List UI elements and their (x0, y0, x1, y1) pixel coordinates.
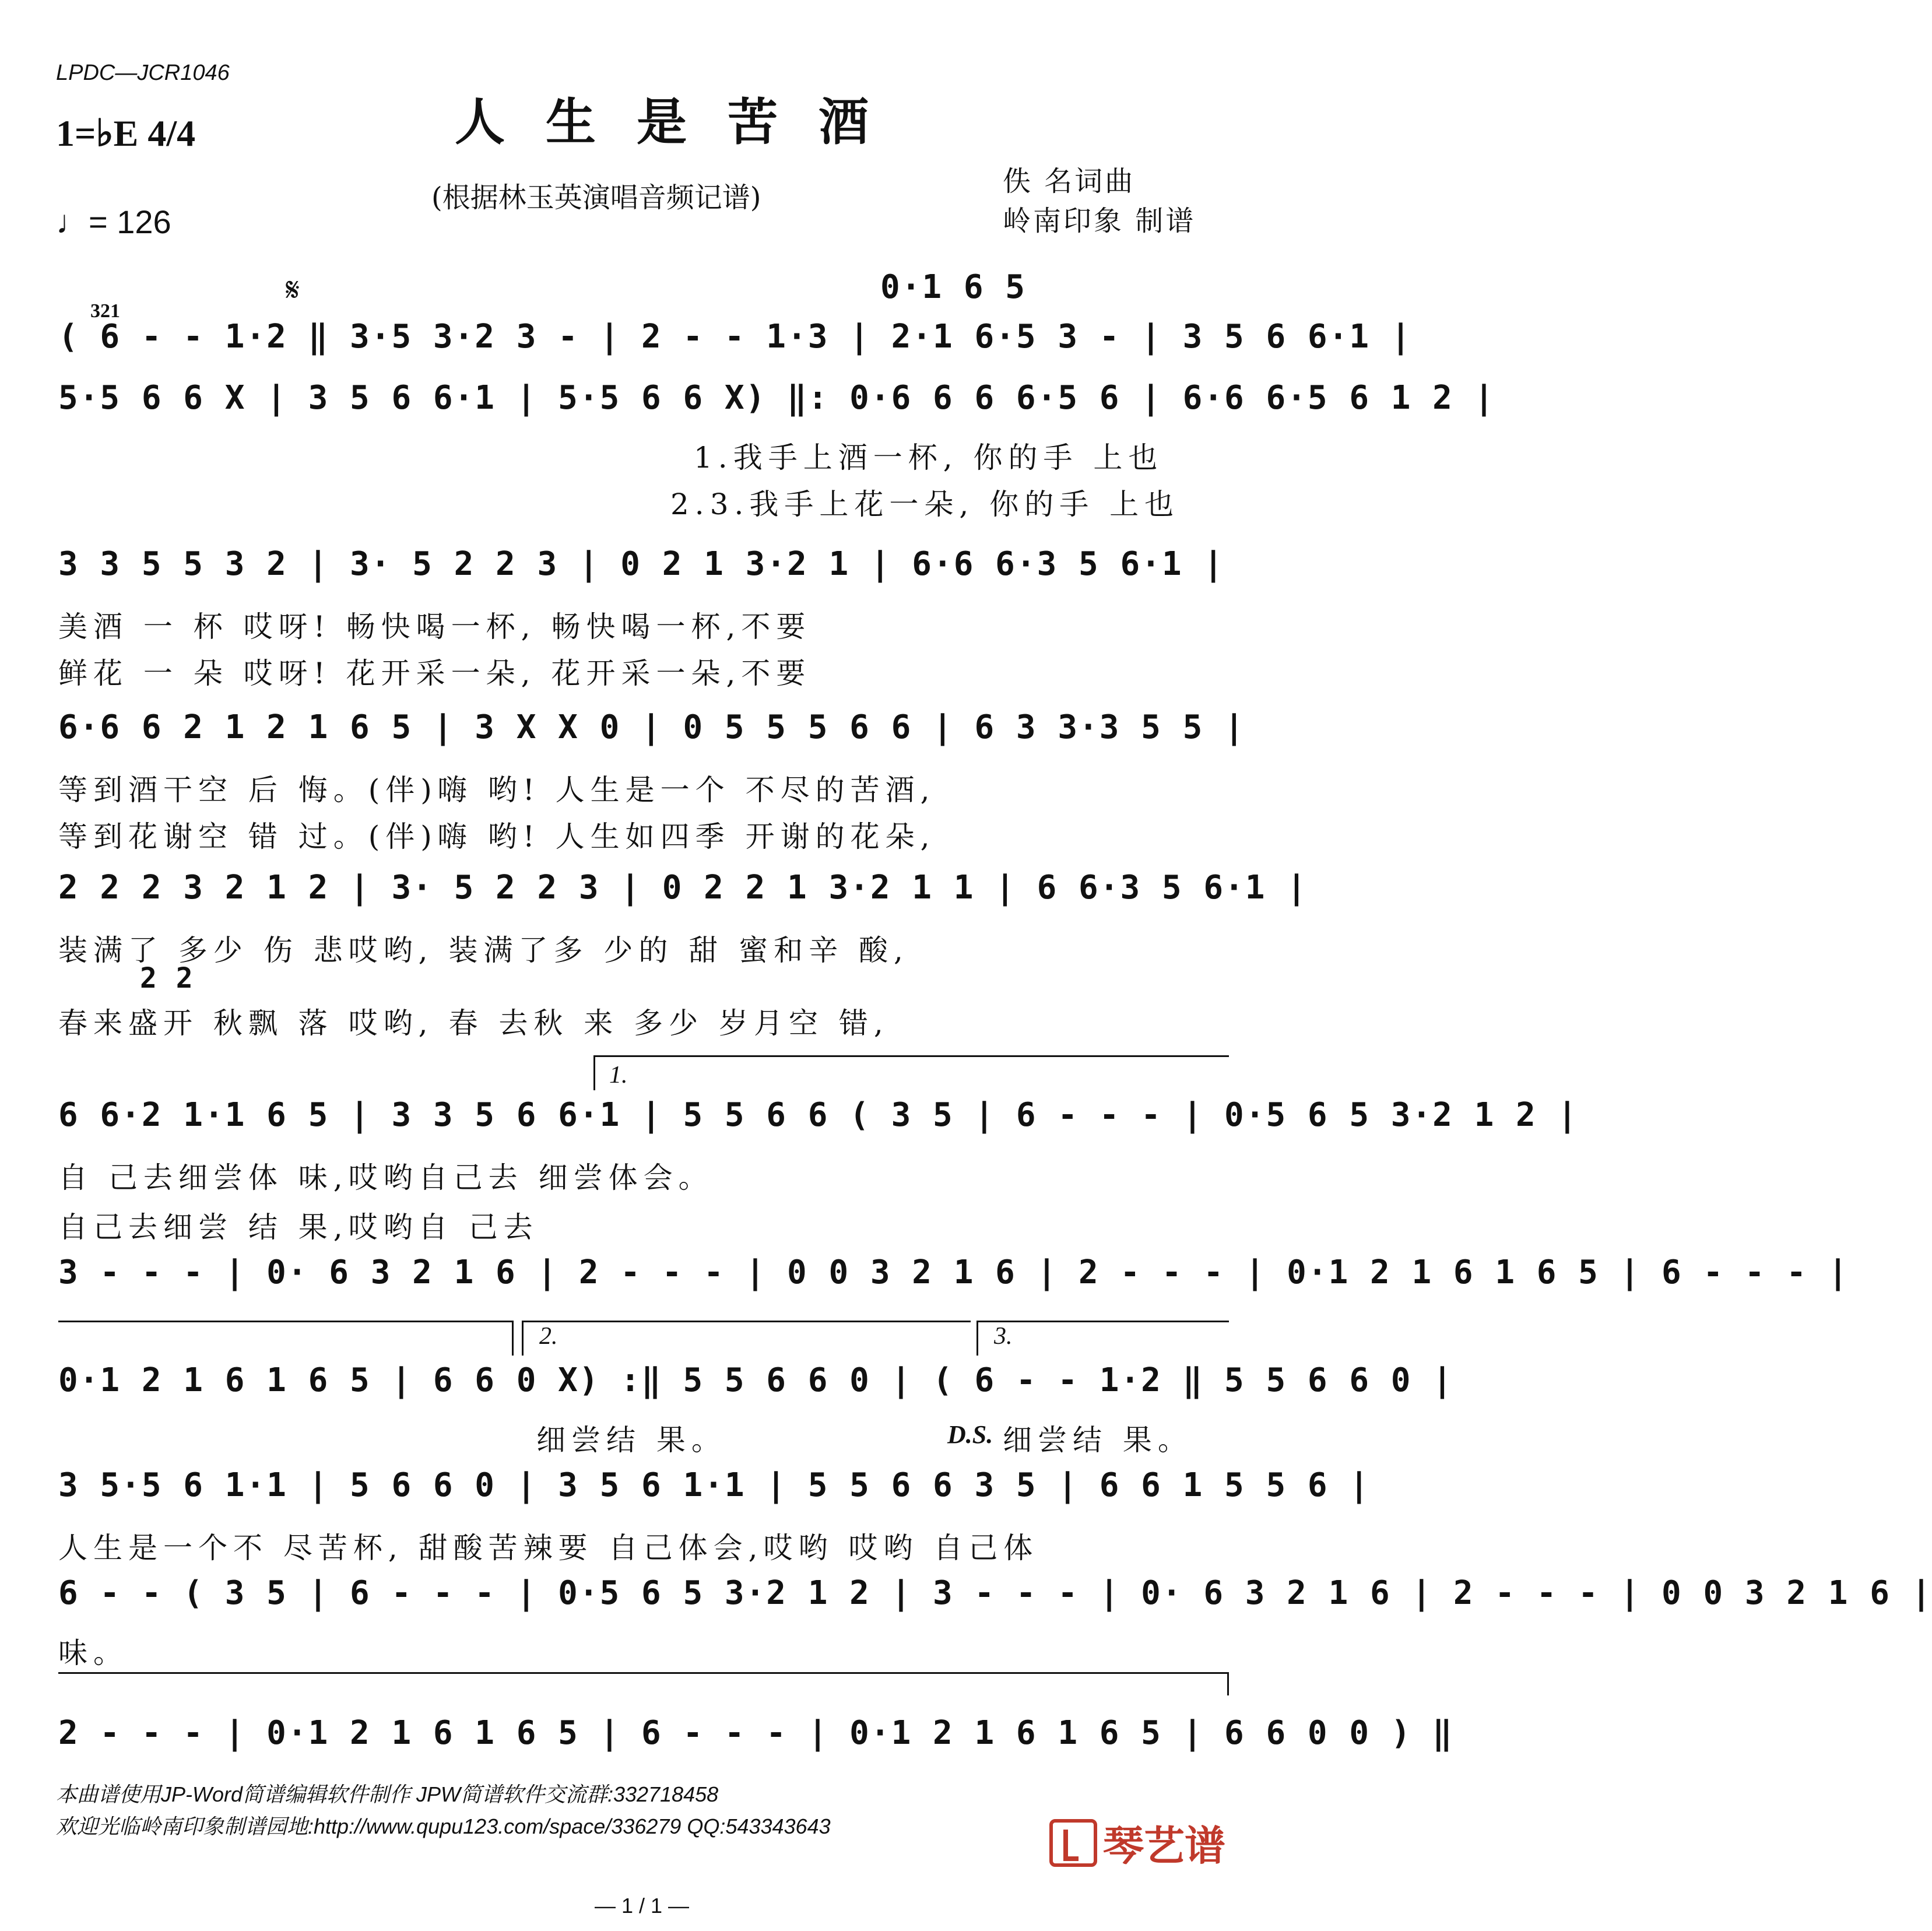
lyric-row-8-volta-3: 细尝结 果。 (1003, 1423, 1193, 1457)
staff-row-7: 3 - - - | 0· 6 3 2 1 6 | 2 - - - | 0 0 3 2 1 6 | 2 - - - | 0·1 2 1 6 1 6 5 | 6 - - - | (58, 1254, 1849, 1291)
footer-software-note: 本曲谱使用JP-Word简谱编辑软件制作 JPW简谱软件交流群:332718458 (56, 1782, 719, 1806)
lyric-row-10: 味。 (58, 1636, 128, 1670)
song-title: 人生是苦酒 (455, 93, 909, 152)
lyric-row-2-verse-2: 2.3.我手上花一朵, 你的手 上也 (670, 487, 1180, 521)
grace-high-notes: 2 2 (140, 962, 194, 995)
volta-1-bracket (593, 1055, 1229, 1057)
volta-3-label: 3. (994, 1323, 1013, 1350)
volta-1-label: 1. (609, 1062, 628, 1089)
lyric-row-5-verse-2: 春来盛开 秋飘 落 哎哟, 春 去秋 来 多少 岁月空 错, (58, 1006, 889, 1040)
volta-2-bracket-edge (522, 1321, 524, 1356)
ending-bracket (58, 1672, 1229, 1674)
score-code: LPDC—JCR1046 (56, 61, 230, 85)
subtitle: (根据林玉英演唱音频记谱) (431, 181, 761, 214)
logo-text: 琴艺谱 (1103, 1822, 1225, 1870)
staff-row-6: 6 6·2 1·1 6 5 | 3 3 5 6 6·1 | 5 5 6 6 ( 3 5 | 6 - - - | 0·5 6 5 3·2 1 2 | (58, 1096, 1579, 1134)
lyric-row-9: 人生是一个不 尽苦杯, 甜酸苦辣要 自己体会,哎哟 哎哟 自己体 (58, 1531, 1039, 1565)
lyric-row-2-verse-1: 1.我手上酒一杯, 你的手 上也 (694, 441, 1164, 475)
staff-row-3: 3 3 5 5 3 2 | 3· 5 2 2 3 | 0 2 1 3·2 1 | 6·6 6·3 5 6·1 | (58, 545, 1225, 583)
staff-row-5: 2 2 2 3 2 1 2 | 3· 5 2 2 3 | 0 2 2 1 3·2 1 1 | 6 6·3 5 6·1 | (58, 869, 1308, 907)
tempo-mark: ♩= 126 (56, 203, 171, 240)
lyric-row-6-verse-2: 自己去细尝 结 果,哎哟自 己去 (58, 1210, 539, 1244)
volta-1-bracket-end (512, 1321, 514, 1356)
staff-row-9: 3 5·5 6 1·1 | 5 6 6 0 | 3 5 6 1·1 | 5 5 6 6 3 5 | 6 6 1 5 5 6 | (58, 1466, 1371, 1504)
volta-1-bracket-continued (58, 1321, 513, 1322)
arranger-credit: 岭南印象 制谱 (1003, 205, 1196, 237)
staff-row-4: 6·6 6 2 1 2 1 6 5 | 3 X X 0 | 0 5 5 5 6 6 | 6 3 3·3 5 5 | (58, 708, 1245, 746)
staff-row-11: 2 - - - | 0·1 2 1 6 1 6 5 | 6 - - - | 0·1 2 1 6 1 6 5 | 6 6 0 0 ) ‖ (58, 1714, 1453, 1752)
lyric-row-3-verse-1: 美酒 一 杯 哎呀! 畅快喝一杯, 畅快喝一杯,不要 (58, 610, 812, 644)
lyric-row-8-volta-2: 细尝结 果。 (536, 1423, 726, 1457)
grace-note: 321 (90, 300, 120, 322)
staff-row-8: 0·1 2 1 6 1 6 5 | 6 6 0 X) :‖ 5 5 6 6 0 | ( 6 - - 1·2 ‖ 5 5 6 6 0 | (58, 1361, 1453, 1399)
composer-credit: 佚 名词曲 (1003, 165, 1136, 198)
staff-row-1: ( 6 - - 1·2 ‖ 3·5 3·2 3 - | 2 - - 1·3 | 2·1 6·5 3 - | 3 5 6 6·1 | (58, 318, 1412, 356)
lyric-row-3-verse-2: 鲜花 一 朵 哎呀! 花开采一朵, 花开采一朵,不要 (58, 656, 812, 690)
anacrusis-notes: 0·1 6 5 (880, 268, 1027, 306)
lyric-row-4-verse-2: 等到花谢空 错 过。(伴)嗨 哟! 人生如四季 开谢的花朵, (58, 820, 936, 854)
key-signature: 1=♭E 4/4 (56, 113, 196, 154)
lyric-row-6-verse-1: 自 己去细尝体 味,哎哟自己去 细尝体会。 (58, 1161, 714, 1195)
segno-mark: 𝄋 (286, 271, 300, 309)
logo-icon (1049, 1819, 1097, 1867)
staff-row-2: 5·5 6 6 X | 3 5 6 6·1 | 5·5 6 6 X) ‖: 0·6 6 6 6·5 6 | 6·6 6·5 6 1 2 | (58, 379, 1495, 417)
staff-row-10: 6 - - ( 3 5 | 6 - - - | 0·5 6 5 3·2 1 2 | 3 - - - | 0· 6 3 2 1 6 | 2 - - - | 0 0 3 2 1 6 | (58, 1574, 1932, 1612)
volta-3-bracket-edge (976, 1321, 978, 1356)
site-logo (1049, 1813, 1225, 1872)
footer-website-note: 欢迎光临岭南印象制谱园地:http://www.qupu123.com/space/336279 QQ:543343643 (56, 1814, 831, 1838)
volta-3-bracket (976, 1321, 1229, 1322)
volta-2-label: 2. (539, 1323, 558, 1350)
ds-mark: D.S. (947, 1420, 993, 1449)
ending-bracket-edge (1227, 1672, 1229, 1695)
lyric-row-5-verse-1: 装满了 多少 伤 悲哎哟, 装满了多 少的 甜 蜜和辛 酸, (58, 933, 909, 967)
volta-1-bracket-edge (593, 1055, 595, 1090)
lyric-row-4-verse-1: 等到酒干空 后 悔。(伴)嗨 哟! 人生是一个 不尽的苦酒, (58, 773, 936, 807)
volta-2-bracket (522, 1321, 971, 1322)
page-number: — 1 / 1 — (595, 1894, 690, 1918)
